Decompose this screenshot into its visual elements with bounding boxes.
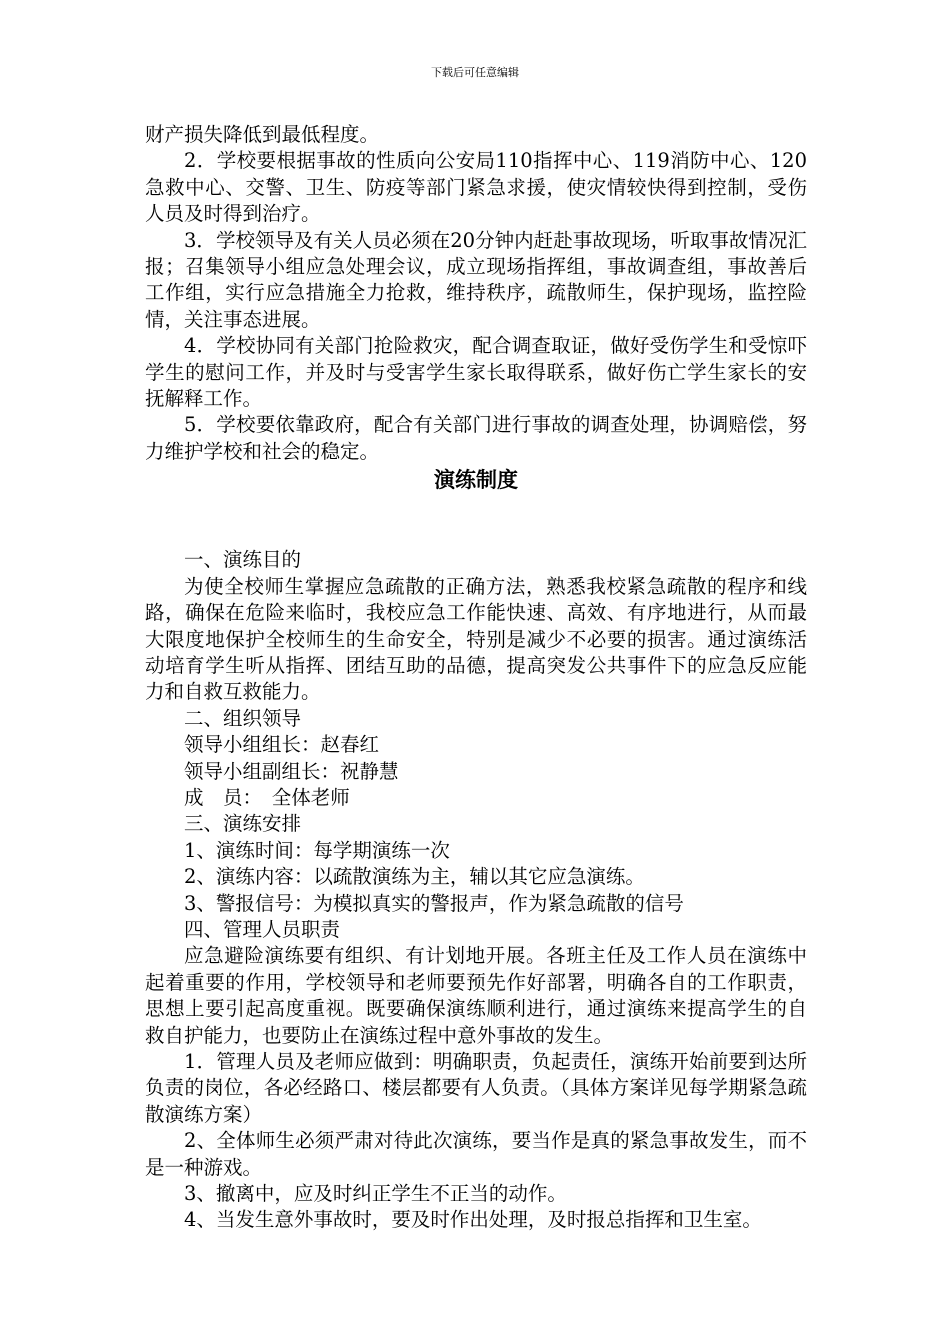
document-body (145, 122, 807, 1234)
paragraph-item-5: 5．学校要依靠政府，配合有关部门进行事故的调查处理，协调赔偿，努力维护学校和社会的稳定。 (145, 413, 807, 463)
paragraph-duty-1: 1．管理人员及老师应做到：明确职责，负起责任，演练开始前要到达所负责的岗位，各必经路口、楼层都要有人负责。（具体方案详见每学期紧急疏散演练方案） (145, 1050, 807, 1126)
line-drill-time: 1、演练时间：每学期演练一次 (184, 838, 450, 862)
paragraph-duty-2: 2、全体师生必须严肃对待此次演练，要当作是真的紧急事故发生，而不是一种游戏。 (145, 1129, 807, 1179)
line-group-leader: 领导小组组长：赵春红 (184, 733, 380, 757)
title-spacer (145, 495, 807, 547)
heading-organization: 二、组织领导 (184, 706, 302, 730)
paragraph-item-4: 4．学校协同有关部门抢险救灾，配合调查取证，做好受伤学生和受惊吓学生的慰问工作，并及时与受害学生家长取得联系，做好伤亡学生家长的安抚解释工作。 (145, 334, 807, 411)
paragraph-duty-4: 4、当发生意外事故时，要及时作出处理，及时报总指挥和卫生室。 (184, 1208, 762, 1232)
section-title: 演练制度 (434, 468, 518, 493)
heading-duties: 四、管理人员职责 (184, 917, 341, 941)
line-alarm-signal: 3、警报信号：为模拟真实的警报声，作为紧急疏散的信号 (184, 891, 684, 915)
paragraph-duties: 应急避险演练要有组织、有计划地开展。各班主任及工作人员在演练中起着重要的作用，学校领导和老师要预先作好部署，明确各自的工作职责，思想上要引起高度重视。既要确保演练顺利进行，通过演练来提高学生的自救自护能力，也要防止在演练过程中意外事故的发生。 (145, 944, 807, 1047)
paragraph-item-3: 3．学校领导及有关人员必须在20分钟内赶赴事故现场，听取事故情况汇报；召集领导小组应急处理会议，成立现场指挥组，事故调查组，事故善后工作组，实行应急措施全力抢救，维持秩序，疏散师生，保护现场，监控险情，关注事态进展。 (145, 228, 807, 331)
paragraph-continuation: 财产损失降低到最低程度。 (145, 123, 380, 146)
line-members: 成 员： 全体老师 (184, 785, 350, 809)
line-deputy-leader: 领导小组副组长：祝静慧 (184, 759, 399, 783)
heading-arrangement: 三、演练安排 (184, 812, 302, 836)
paragraph-purpose: 为使全校师生掌握应急疏散的正确方法，熟悉我校紧急疏散的程序和线路，确保在危险来临时，我校应急工作能快速、高效、有序地进行，从而最大限度地保护全校师生的生命安全，特别是减少不必要的损害。通过演练活动培育学生听从指挥、团结互助的品德，提高突发公共事件下的应急反应能力和自救互救能力。 (145, 574, 807, 704)
paragraph-item-2: 2．学校要根据事故的性质向公安局110指挥中心、119消防中心、120急救中心、交警、卫生、防疫等部门紧急求援，使灾情较快得到控制，受伤人员及时得到治疗。 (145, 149, 807, 226)
paragraph-duty-3: 3、撤离中，应及时纠正学生不正当的动作。 (184, 1182, 567, 1206)
line-drill-content: 2、演练内容：以疏散演练为主，辅以其它应急演练。 (184, 865, 645, 889)
heading-purpose: 一、演练目的 (184, 548, 302, 572)
page-header-note: 下载后可任意编辑 (431, 66, 519, 79)
